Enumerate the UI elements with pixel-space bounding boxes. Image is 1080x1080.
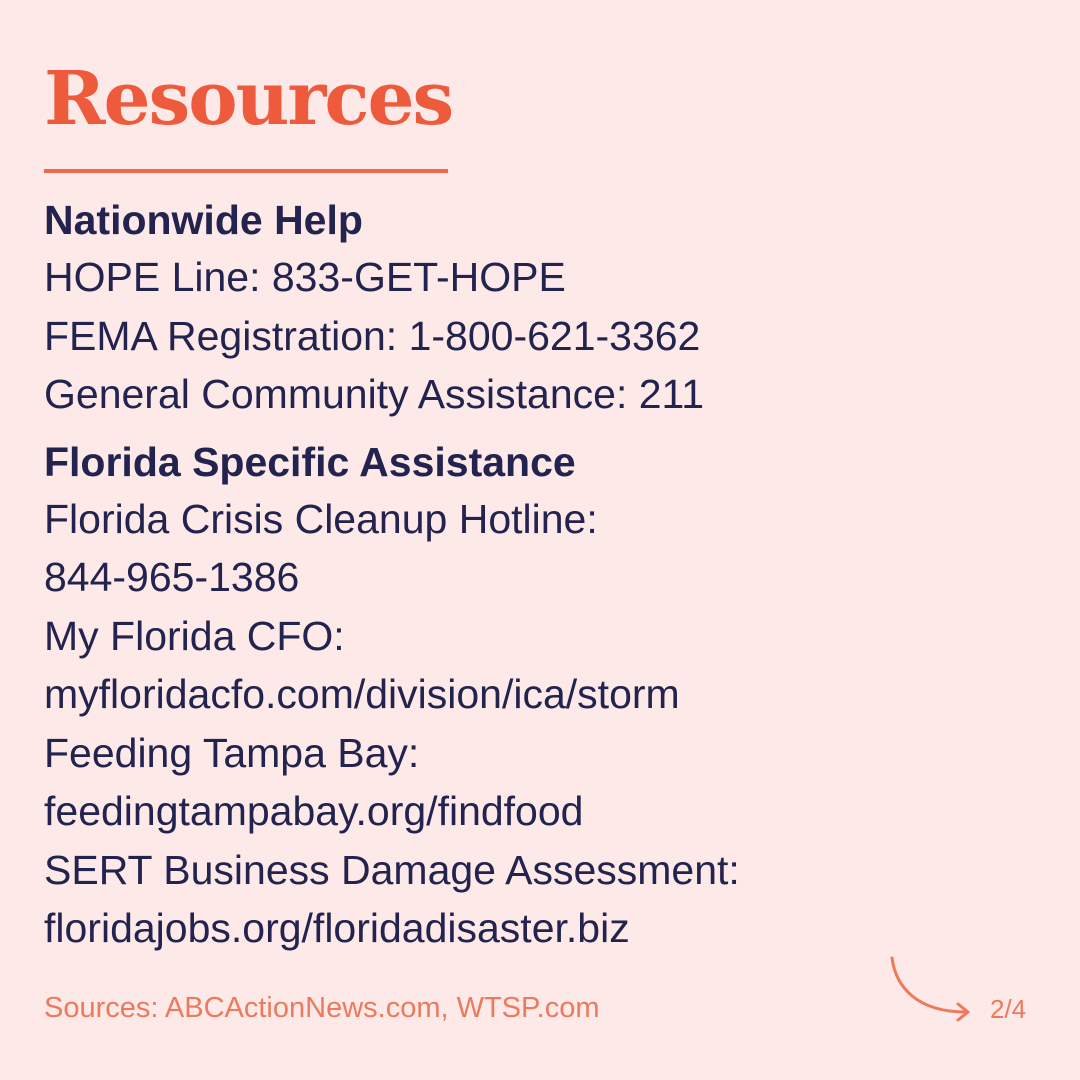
fema-registration-item: FEMA Registration: 1-800-621-3362 [44,312,701,359]
sources-note: Sources: ABCActionNews.com, WTSP.com [44,992,600,1024]
page-indicator: 2/4 [990,994,1027,1024]
hope-line-item: HOPE Line: 833-GET-HOPE [44,254,566,300]
section-heading-florida: Florida Specific Assistance [44,438,576,485]
feeding-tampa-bay-url: feedingtampabay.org/findfood [44,788,584,834]
curved-arrow-right-icon [888,952,978,1022]
page-title: Resources [44,56,453,142]
florida-cfo-label: My Florida CFO: [44,612,345,659]
title-underline [44,169,448,173]
sert-assessment-url: floridajobs.org/floridadisaster.biz [44,905,630,951]
cleanup-hotline-number: 844-965-1386 [44,554,300,600]
feeding-tampa-bay-label: Feeding Tampa Bay: [44,729,420,776]
section-spacer [44,424,1044,434]
cleanup-hotline-label: Florida Crisis Cleanup Hotline: [44,495,598,542]
section-heading-nationwide: Nationwide Help [44,197,363,243]
community-assistance-item: General Community Assistance: 211 [44,371,705,417]
sert-assessment-label: SERT Business Damage Assessment: [44,846,740,893]
resource-list [44,192,1044,958]
florida-cfo-url: myfloridacfo.com/division/ica/storm [44,671,680,717]
